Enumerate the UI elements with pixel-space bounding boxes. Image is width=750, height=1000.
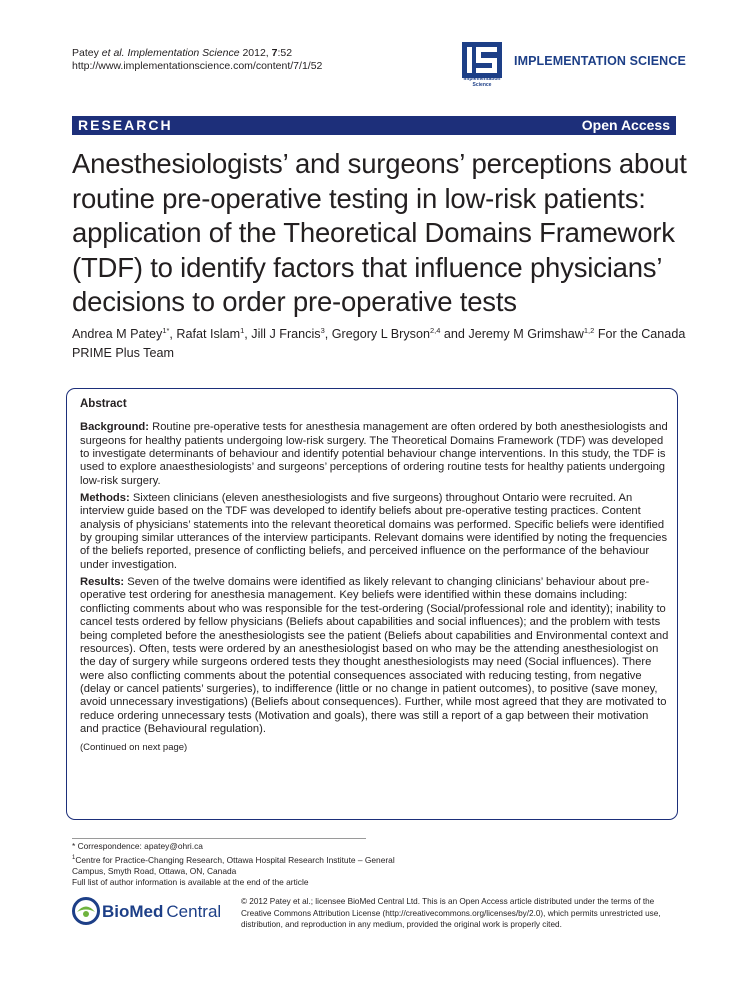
- biomed-central-logo: [72, 897, 222, 927]
- footnotes: [72, 841, 402, 889]
- abstract-heading: Abstract: [80, 398, 127, 410]
- author-affiliation: 1,2: [583, 326, 595, 335]
- continued-note: (Continued on next page): [80, 742, 188, 754]
- abstract-background: Background: Routine pre-operative tests for anesthesia management are often ordered by both anesthesiologists and surgeons for healthy patients undergoing low-risk surgery. The Theoretical Domains Framework (TDF) was developed to investigate determinants of behaviour and identify potential behaviour change interventions. In this study, the TDF is used to explore anaesthesiologists’ and surgeons’ perceptions of ordering routine tests for healthy patients undergoing low-risk surgery.: [80, 421, 668, 487]
- open-access-label: Open Access: [581, 117, 670, 133]
- author-affiliation: 1*: [162, 326, 170, 335]
- article-type-label: RESEARCH: [78, 117, 173, 133]
- author-name: Andrea M Patey: [72, 327, 163, 342]
- citation-header: [72, 47, 322, 73]
- affiliation-note: $^1$Centre for Practice-Changing Research, Ottawa Hospital Research Institute – General Campus, Smyth Road, Ottawa, ON, Canada: [72, 854, 395, 876]
- full-author-info-note: Full list of author information is available at the end of the article: [72, 877, 309, 888]
- author-name: Rafat Islam: [176, 327, 241, 342]
- implementation-science-logo-icon: [462, 42, 502, 78]
- abstract-content: [80, 398, 670, 755]
- abstract-methods: Methods: Sixteen clinicians (eleven anesthesiologists and five surgeons) throughout Ontario were recruited. An interview guide based on the TDF was developed to identify beliefs about pre-operative testing practices. Content analysis of physicians’ statements into the relevant theoretical domains was performed. Specific beliefs were identified by grouping similar utterances of the interview participants. Relevant domains were identified by noting the frequencies of the beliefs reported, presence of conflicting beliefs, and perceived influence on the performance of the behaviour under investigation.: [80, 492, 668, 571]
- journal-name: IMPLEMENTATION SCIENCE: [514, 54, 686, 68]
- license-statement: © 2012 Patey et al.; licensee BioMed Central Ltd. This is an Open Access article distributed under the terms of the Creative Commons Attribution License (http://creativecommons.org/licenses/by/2.0), which permits unrestricted use, distribution, and reproduction in any medium, provided the original work is properly cited.: [241, 897, 661, 929]
- abstract-results: Results: Seven of the twelve domains were identified as likely relevant to changing clinicians’ behaviour about pre-operative test ordering for anesthesia management. Key beliefs were identified within these domains including: conflicting comments about who was responsible for the test-ordering (Social/professional role and identity); inability to cancel tests ordered by fellow physicians (Beliefs about capabilities and social influences); and the problem with tests being completed before the anesthesiologists see the patient (Beliefs about capabilities and Environmental context and resources). Often, tests were ordered by an anesthesiologist based on who may be the attending anesthesiologist on the day of surgery while surgeons ordered tests they thought anesthesiologists may need (Social influences). There were also conflicting comments about the potential consequences associated with reducing testing, from negative (delay or cancel patients’ surgeries), to indifference (little or no change in patient outcomes), to positive (save money, avoid unnecessary investigations) (Beliefs about consequences). Further, while most agreed that they are motivated to reduce ordering unnecessary tests (Motivation and goals), there was still a report of a gap between their motivation and practice (Behavioural regulation).: [80, 576, 669, 735]
- author-affiliation: 3: [320, 326, 325, 335]
- biomed-central-circle-icon: [72, 897, 100, 925]
- journal-logo-subname: Implementation Science: [463, 76, 501, 88]
- author-name: Jeremy M Grimshaw: [468, 327, 584, 342]
- abstract-box: [66, 388, 678, 820]
- citation-line: Patey et al. Implementation Science 2012, 7:52: [72, 47, 293, 59]
- journal-logo: [462, 42, 684, 88]
- footnote-divider: [72, 838, 366, 839]
- article-url[interactable]: http://www.implementationscience.com/content/7/1/52: [72, 60, 323, 72]
- author-affiliation: 2,4: [429, 326, 441, 335]
- author-name: Jill J Francis: [251, 327, 321, 342]
- article-title: Anesthesiologists’ and surgeons’ perceptions about routine pre-operative testing in low-risk patients: application of the Theoretical Domains Framework (TDF) to identify factors that influence physicians’ decisions to order pre-operative tests: [72, 148, 687, 317]
- author-name: Gregory L Bryson: [331, 327, 430, 342]
- correspondence: * Correspondence: apatey@ohri.ca: [72, 841, 203, 851]
- author-affiliation: 1: [240, 326, 245, 335]
- author-group: For the Canada PRIME Plus Team: [72, 327, 686, 361]
- biomed-central-wordmark: BioMed Central: [102, 902, 222, 921]
- correspondence-email[interactable]: apatey@ohri.ca: [144, 841, 203, 851]
- author-list: Andrea M Patey$^{1*}$, Rafat Islam$^1$, Jill J Francis$^3$, Gregory L Bryson$^{2,4}$ and Jeremy M Grimshaw$^{1,2}$ For the Canada PRIME Plus Team: [72, 326, 686, 361]
- section-bar: [72, 116, 676, 135]
